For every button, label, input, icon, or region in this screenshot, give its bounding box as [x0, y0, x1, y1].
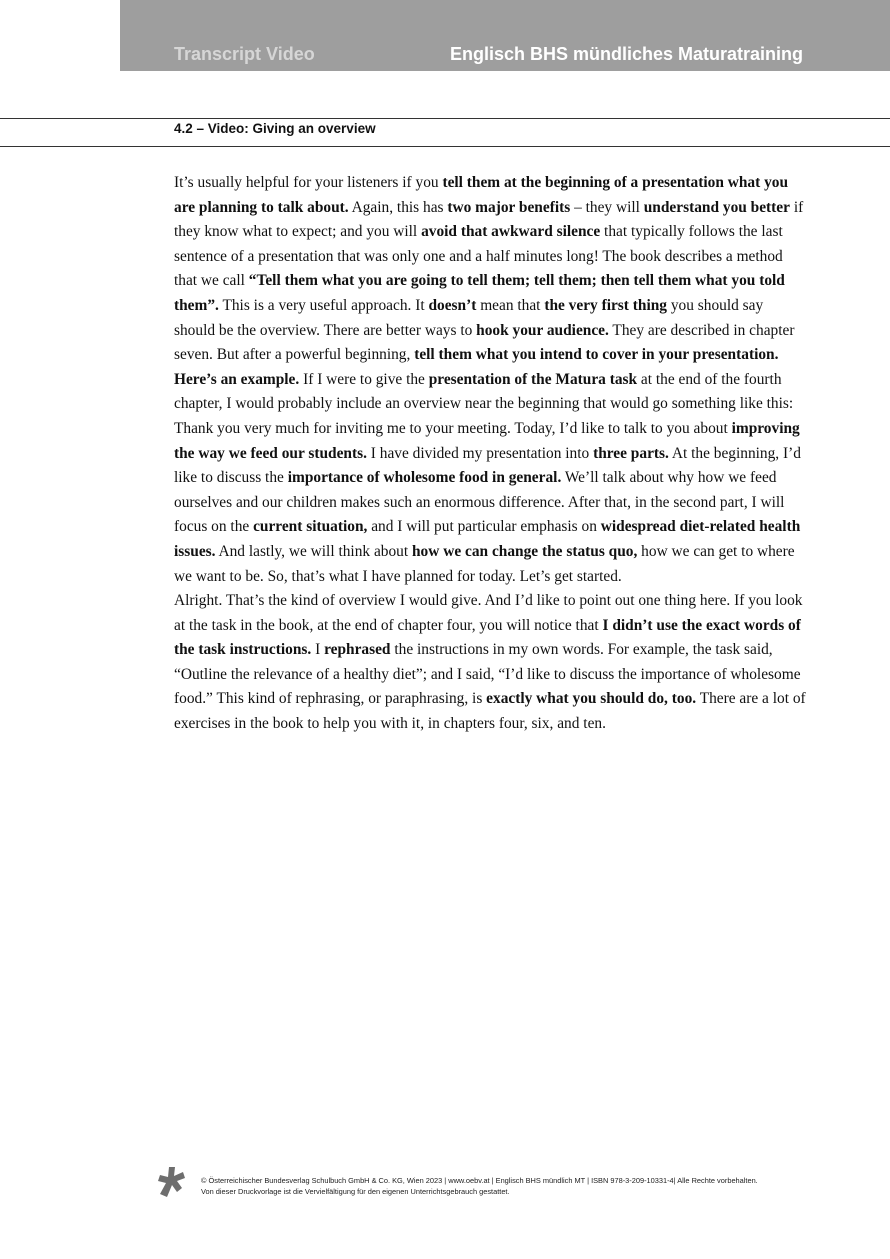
emphasis-text: rephrased — [324, 641, 391, 659]
body-text: mean that — [476, 296, 545, 314]
emphasis-text: avoid that awkward silence — [421, 223, 601, 241]
emphasis-text: exactly what you should do, too. — [486, 690, 697, 708]
body-text: At the beginning, I’d like to discuss the — [174, 444, 801, 487]
footer-copyright — [201, 1175, 861, 1197]
emphasis-text: how we can change the status quo, — [412, 542, 638, 560]
emphasis-text: improving the way we feed our students. — [174, 419, 800, 462]
body-text: how we can get to where we want to be. So, that’s what I have planned for today. Let’s get started. — [174, 542, 795, 585]
header-document-type: Transcript Video — [174, 44, 315, 64]
body-text: This is a very useful approach. It — [218, 296, 429, 314]
emphasis-text: the very first thing — [544, 296, 667, 314]
body-text: if they know what to expect; and you will — [174, 198, 804, 241]
emphasis-text: understand you better — [643, 198, 790, 216]
body-text: If I were to give the — [299, 370, 429, 388]
transcript-paragraph — [174, 171, 806, 368]
body-text: And lastly, we will think about — [215, 542, 412, 560]
footer-line-1: © Österreichischer Bundesverlag Schulbuch GmbH & Co. KG, Wien 2023 | www.oebv.at | Englisch BHS mündlich MT | ISBN 978-3-209-10331-4| Alle Rechte vorbehalten. — [201, 1176, 758, 1185]
footer-line-2: Von dieser Druckvorlage ist die Vervielfältigung für den eigenen Unterrichtsgebrauch gestattet. — [201, 1187, 510, 1196]
body-text: We’ll talk about why how we feed ourselves and our children makes such an enormous difference. After that, in the second part, I will focus on the — [174, 469, 785, 536]
emphasis-text: “Tell them what you are going to tell them; tell them; then tell them what you told them”. — [174, 272, 785, 314]
header-course-title: Englisch BHS mündliches Maturatraining — [450, 44, 804, 64]
transcript-body — [174, 171, 806, 737]
body-text: Alright. That’s the kind of overview I would give. And I’d like to point out one thing here. If you look at the task in the book, at the end of chapter four, you will notice that — [174, 592, 803, 634]
emphasis-text: hook your audience. — [476, 321, 609, 339]
emphasis-text: Here’s an example. — [174, 370, 300, 388]
body-text: I have divided my presentation into — [366, 444, 594, 462]
body-text: They are described in chapter seven. But after a powerful beginning, — [174, 321, 795, 364]
section-divider-top — [0, 118, 890, 119]
transcript-paragraph — [174, 417, 806, 589]
emphasis-text: three parts. — [593, 444, 669, 462]
emphasis-text: widespread diet-related health issues. — [174, 518, 801, 560]
emphasis-text: current situation, — [253, 518, 368, 536]
emphasis-text: two major benefits — [447, 198, 571, 216]
oebv-logo-icon — [156, 1166, 188, 1198]
body-text: Thank you very much for inviting me to your meeting. Today, I’d like to talk to you about — [174, 419, 732, 437]
section-divider-bottom — [0, 146, 890, 147]
emphasis-text: presentation of the Matura task — [428, 370, 638, 388]
emphasis-text: importance of wholesome food in general. — [287, 469, 562, 487]
body-text: It’s usually helpful for your listeners if you — [174, 174, 443, 191]
emphasis-text: tell them at the beginning of a presentation what you are planning to talk about. — [174, 174, 789, 216]
emphasis-text: tell them what you intend to cover in your presentation. — [414, 346, 779, 364]
emphasis-text: doesn’t — [428, 296, 477, 314]
body-text: – they will — [570, 198, 644, 216]
transcript-paragraph — [174, 589, 806, 737]
transcript-paragraph — [174, 368, 806, 417]
body-text: you should say should be the overview. There are better ways to — [174, 296, 764, 339]
emphasis-text: I didn’t use the exact words of the task instructions. — [174, 616, 801, 659]
header-bar — [120, 0, 890, 71]
body-text: and I will put particular emphasis on — [367, 518, 601, 536]
body-text: that typically follows the last sentence of a presentation that was only one and a half minutes long! The book describes a method that we call — [174, 223, 783, 290]
body-text: the instructions in my own words. For example, the task said, “Outline the relevance of a healthy diet”; and I said, “I’d like to discuss the importance of wholesome food.” This kind of rephrasing, or paraphrasing, is — [174, 641, 801, 708]
section-title: 4.2 – Video: Giving an overview — [174, 121, 376, 136]
body-text: at the end of the fourth chapter, I would probably include an overview near the beginning that would go something like this: — [174, 370, 794, 413]
body-text: There are a lot of exercises in the book to help you with it, in chapters four, six, and ten. — [174, 690, 806, 733]
body-text: Again, this has — [348, 198, 448, 216]
body-text: I — [311, 641, 325, 659]
